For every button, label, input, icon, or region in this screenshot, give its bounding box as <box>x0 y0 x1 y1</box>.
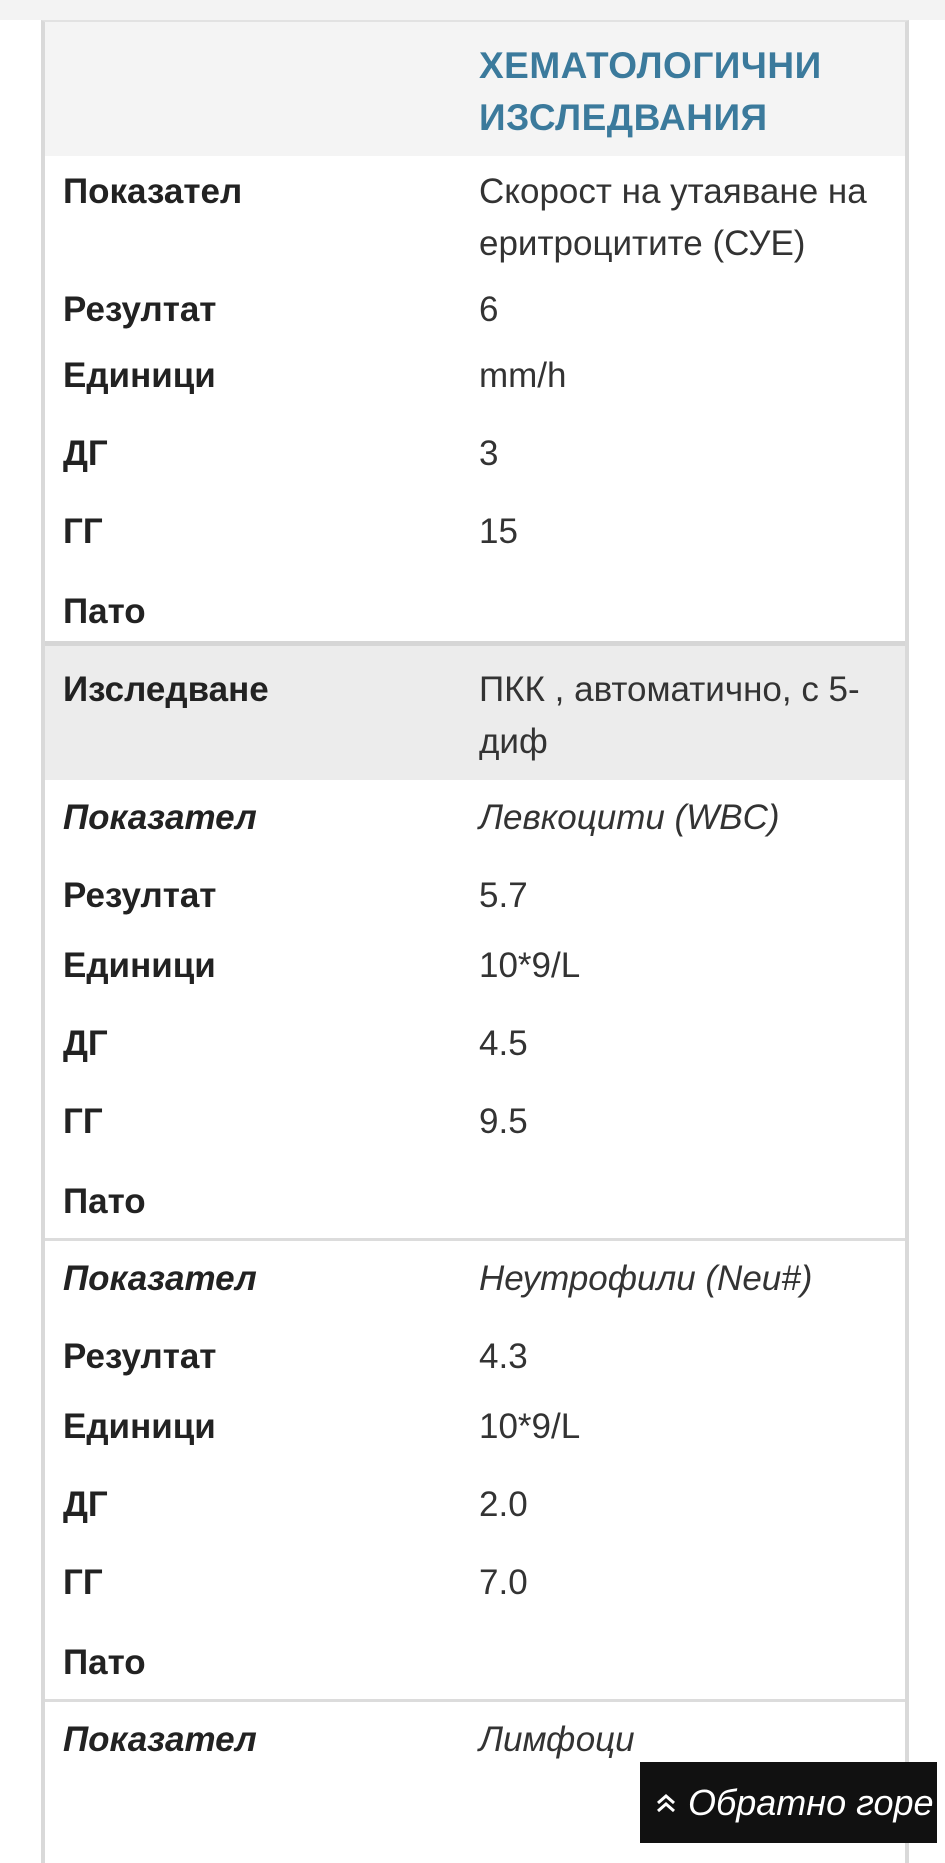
back-to-top-button[interactable] <box>640 1762 937 1843</box>
lower-limit-row <box>45 1018 905 1096</box>
result-label: Резултат <box>63 876 217 915</box>
indicator-row <box>45 166 905 270</box>
indicator-label: Показател <box>63 1259 257 1298</box>
patho-label: Пато <box>63 592 146 631</box>
upper-limit-row <box>45 1096 905 1176</box>
upper-limit-value: 9.5 <box>479 1102 528 1141</box>
upper-limit-row <box>45 506 905 586</box>
double-chevron-up-icon <box>654 1782 678 1824</box>
units-value: mm/h <box>479 356 567 395</box>
lower-limit-label: ДГ <box>63 1024 108 1063</box>
result-row <box>45 270 905 350</box>
section-title: ХЕМАТОЛОГИЧНИ ИЗСЛЕДВАНИЯ <box>479 45 822 138</box>
patho-row <box>45 1637 905 1699</box>
indicator-label: Показател <box>63 798 257 837</box>
indicator-value: Лимфоци <box>479 1720 635 1759</box>
top-strip <box>0 0 945 20</box>
upper-limit-label: ГГ <box>63 1563 103 1602</box>
upper-limit-label: ГГ <box>63 512 103 551</box>
lower-limit-row <box>45 1479 905 1557</box>
lower-limit-label: ДГ <box>63 1485 108 1524</box>
lower-limit-value: 4.5 <box>479 1024 528 1063</box>
lower-limit-row <box>45 428 905 506</box>
result-label: Резултат <box>63 1337 217 1376</box>
upper-limit-row <box>45 1557 905 1637</box>
lower-limit-value: 2.0 <box>479 1485 528 1524</box>
patho-row <box>45 586 905 641</box>
result-value: 4.3 <box>479 1337 528 1376</box>
indicator-value: Неутрофили (Neu#) <box>479 1259 813 1298</box>
result-row <box>45 1321 905 1401</box>
indicator-label: Показател <box>63 172 243 211</box>
indicator-value: Левкоцити (WBC) <box>479 798 780 837</box>
units-value: 10*9/L <box>479 1407 581 1446</box>
patho-label: Пато <box>63 1643 146 1682</box>
result-row <box>45 860 905 940</box>
units-label: Единици <box>63 946 216 985</box>
result-label: Резултат <box>63 290 217 329</box>
indicator-row <box>45 1241 905 1321</box>
patho-row <box>45 1176 905 1238</box>
results-table <box>41 20 909 1863</box>
result-value: 5.7 <box>479 876 528 915</box>
lower-limit-label: ДГ <box>63 434 108 473</box>
upper-limit-label: ГГ <box>63 1102 103 1141</box>
indicator-row <box>45 780 905 860</box>
upper-limit-value: 15 <box>479 512 518 551</box>
indicator-value: Скорост на утаяване на еритроцитите (СУЕ) <box>479 172 867 263</box>
units-row <box>45 940 905 1018</box>
section-header <box>45 22 905 156</box>
units-label: Единици <box>63 1407 216 1446</box>
back-to-top-label: Обратно горе <box>688 1781 934 1823</box>
lower-limit-value: 3 <box>479 434 499 473</box>
result-value: 6 <box>479 290 499 329</box>
indicator-label: Показател <box>63 1720 257 1759</box>
exam-value: ПКК , автоматично, с 5-диф <box>479 670 860 761</box>
upper-limit-value: 7.0 <box>479 1563 528 1602</box>
units-value: 10*9/L <box>479 946 581 985</box>
exam-row <box>45 646 905 780</box>
units-row <box>45 1401 905 1479</box>
exam-label: Изследване <box>63 670 269 709</box>
units-label: Единици <box>63 356 216 395</box>
units-row <box>45 350 905 428</box>
patho-label: Пато <box>63 1182 146 1221</box>
